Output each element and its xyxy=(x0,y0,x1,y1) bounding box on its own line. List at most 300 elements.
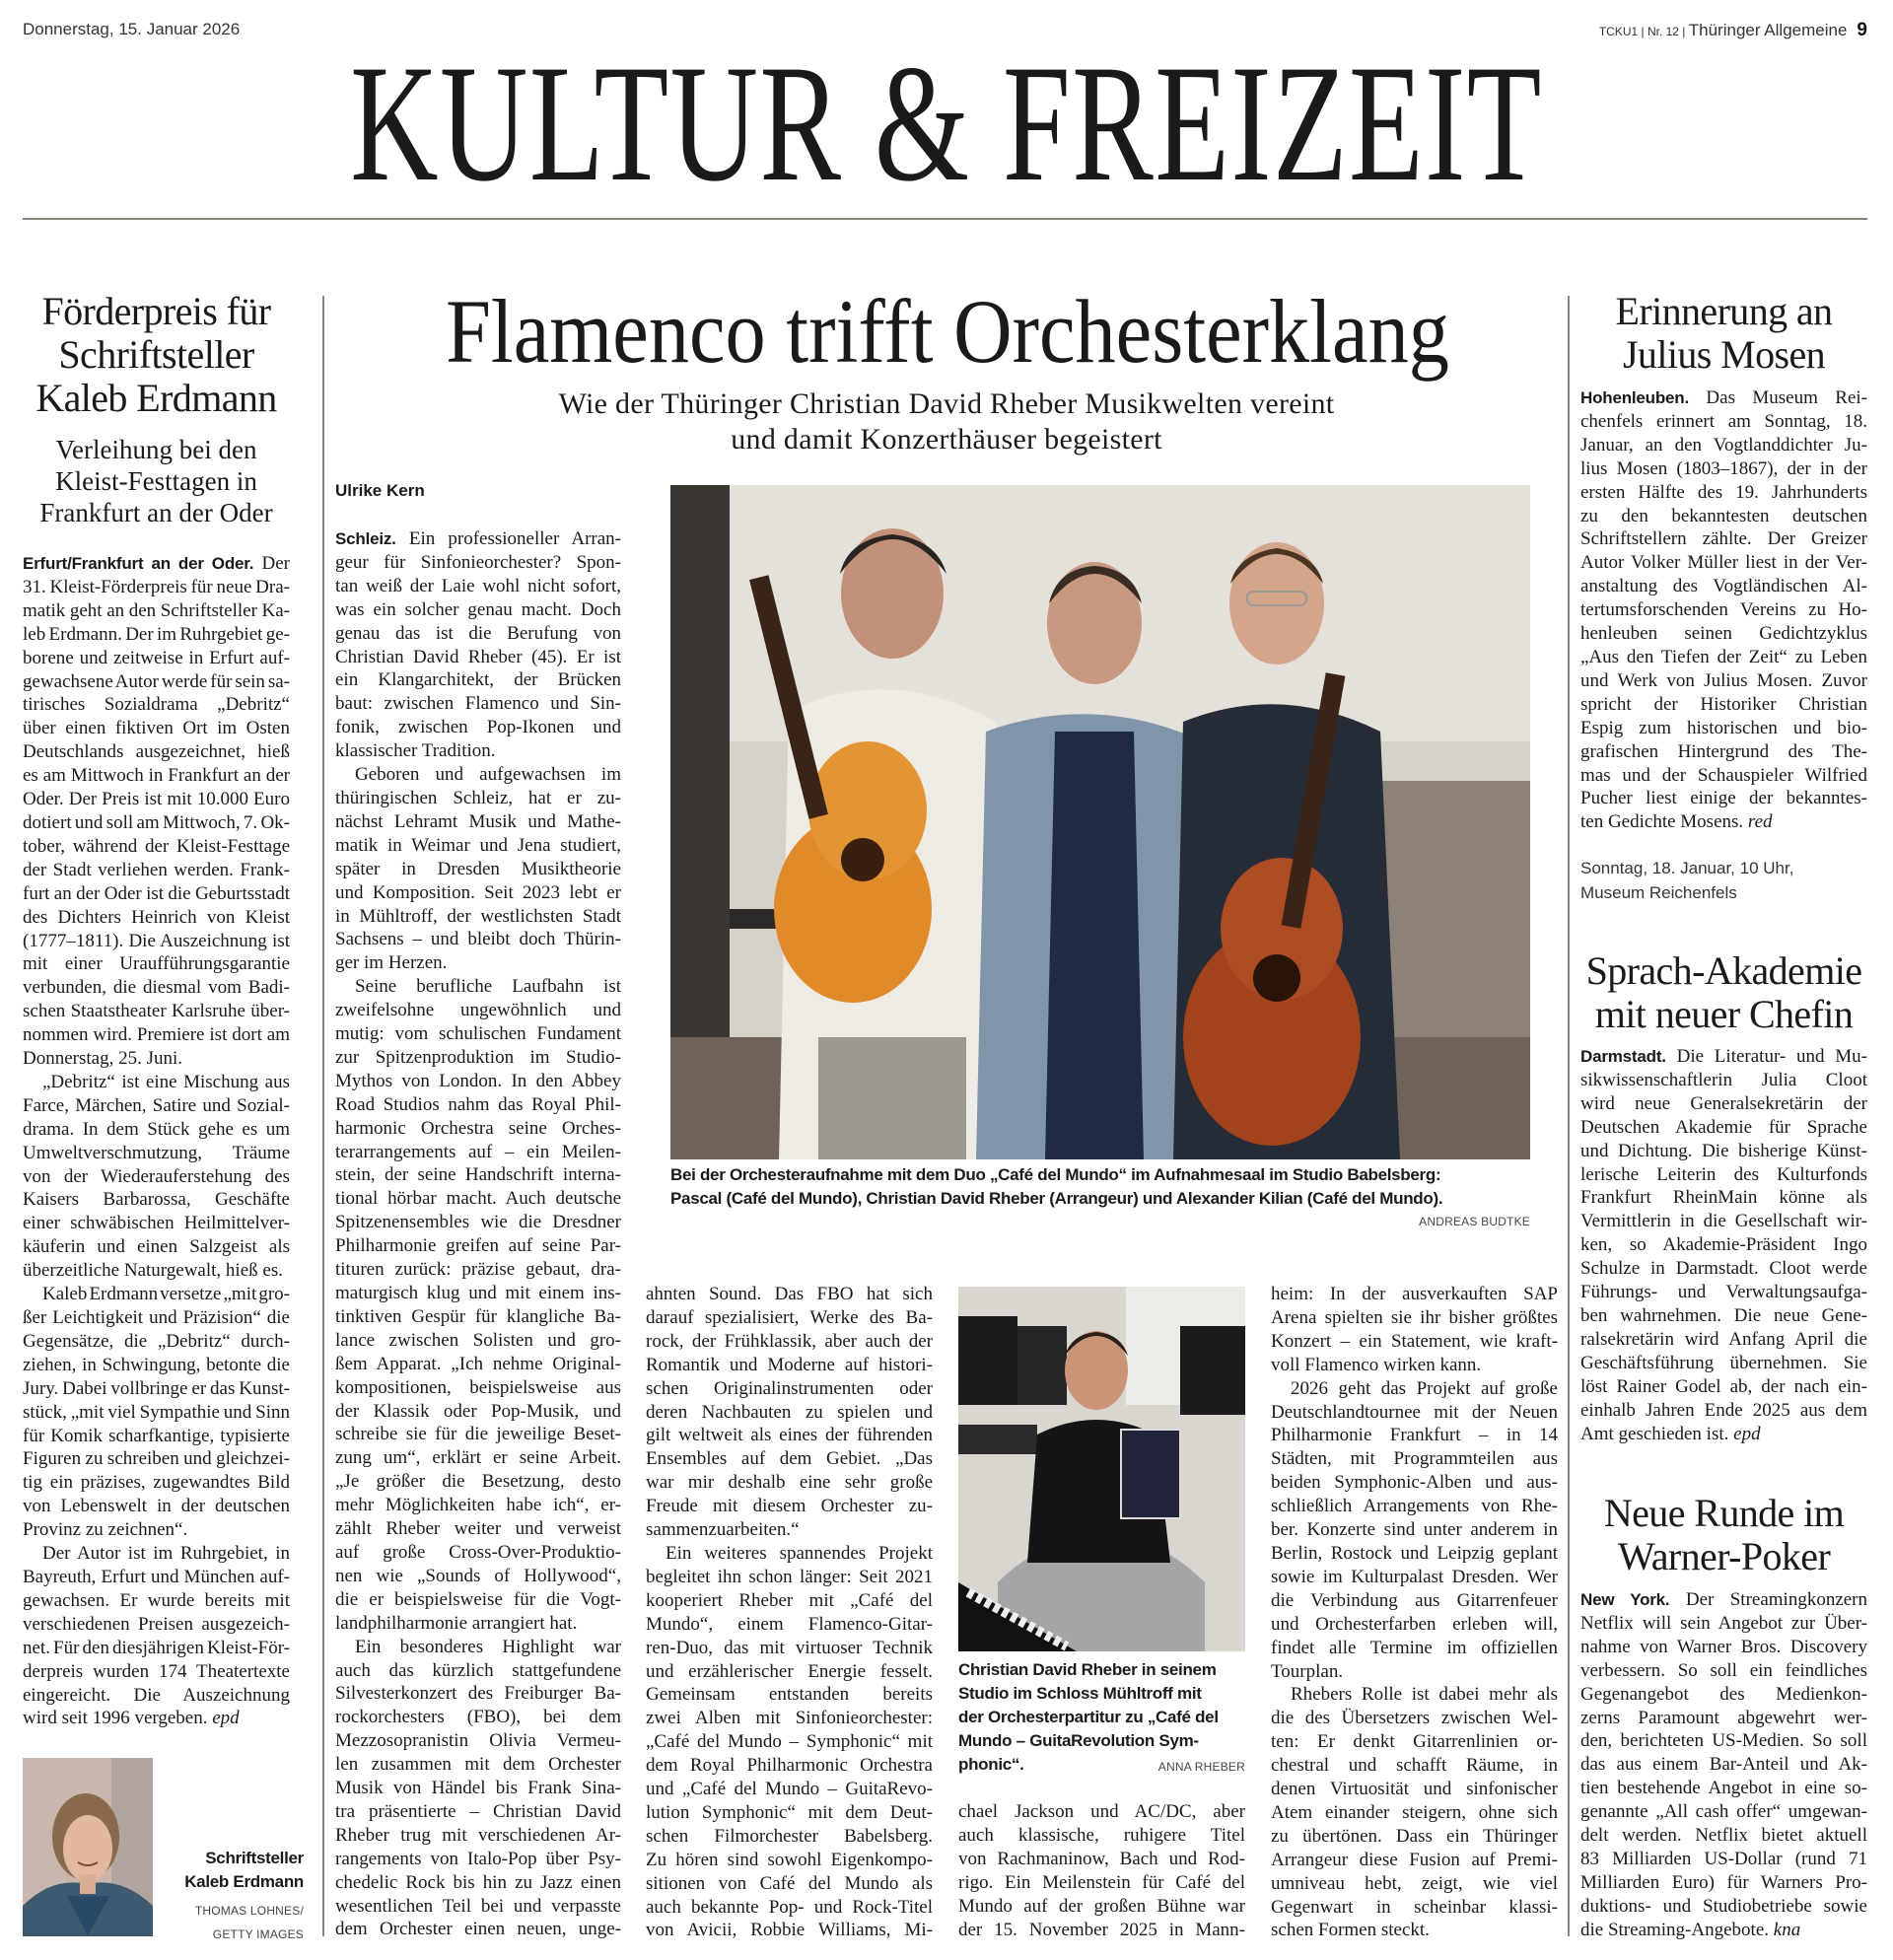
edition-code: TCKU1 xyxy=(1598,25,1639,38)
text-line xyxy=(1580,1233,1867,1257)
text-line-content: Die Literatur- und Mu- xyxy=(1676,1046,1867,1067)
text-line xyxy=(335,1588,621,1612)
text-line xyxy=(1580,1753,1867,1777)
text-line-content: Amt geschieden ist. xyxy=(1580,1423,1729,1444)
text-line xyxy=(1271,1825,1558,1849)
text-line-content: Januar, an den Vogtlanddichter Ju- xyxy=(1580,434,1867,455)
text-line xyxy=(335,1400,621,1424)
text-line xyxy=(646,1589,933,1613)
text-line xyxy=(1271,1495,1558,1518)
text-line-content: schließlich Arrangements von Rhe- xyxy=(1271,1496,1558,1517)
text-line-content: rigo. Ein Meilenstein für Café del xyxy=(958,1871,1245,1893)
right-article-1-headline xyxy=(1580,290,1867,377)
right-article-2-headline xyxy=(1580,949,1867,1036)
text-line-content: zung um“, erklärt er seine Arbeit. xyxy=(335,1447,621,1469)
text-line xyxy=(23,670,290,694)
text-line xyxy=(23,1495,290,1518)
text-line xyxy=(335,951,621,975)
text-line-content: „Aus den Tiefen der Zeit“ zu Leben xyxy=(1580,646,1867,667)
text-line-content: sowie im Kulturpalast Dresden. Wer xyxy=(1271,1566,1558,1587)
text-line-content: maturgisch klug und mit einem ins- xyxy=(335,1283,621,1303)
text-line-content: stück, „mit viel Sympathie und Sinn xyxy=(23,1401,290,1423)
text-line-content: thüringischen Schleiz, hat er zu- xyxy=(335,787,621,808)
main-article-column-1 xyxy=(335,527,621,1941)
text-line-content: henleuben seinen Gedichtzyklus xyxy=(1580,623,1867,645)
text-line-content: harmonic Orchestra seine Orches- xyxy=(335,1117,621,1139)
text-line-content: von Avicii, Robbie Williams, Mi- xyxy=(646,1920,933,1941)
text-line-content: ziehen, in Schwingung, betonte die xyxy=(23,1354,290,1375)
text-line-content: Der Streamingkonzern xyxy=(1685,1589,1868,1610)
text-line xyxy=(646,1495,933,1518)
text-line-content: ßer Leichtigkeit und Präzision“ die xyxy=(23,1307,290,1328)
text-line-content: gewachsen. Er wurde bereits mit xyxy=(23,1589,290,1611)
text-line xyxy=(646,1447,933,1471)
text-line xyxy=(958,1871,1245,1895)
text-line-content: tober, während der Kleist-Festtage xyxy=(23,835,290,857)
text-line xyxy=(23,1306,290,1330)
text-line-content: Der Autor ist im Ruhrgebiet, in xyxy=(42,1543,290,1565)
caption-line: Schriftsteller xyxy=(205,1849,304,1867)
text-line-content: der 15. November 2025 in Mann- xyxy=(958,1919,1245,1940)
text-line-content: ger im Herzen. xyxy=(335,952,448,974)
text-line-content: deren Nachbauten zu spielen und xyxy=(646,1401,933,1423)
text-line xyxy=(335,1800,621,1824)
text-line-content: mutig: vom schulischen Fundament xyxy=(335,1023,621,1045)
text-line-content: Ein weiteres spannendes Projekt xyxy=(666,1542,933,1564)
text-line-content: „Debritz“ ist eine Mischung aus xyxy=(42,1071,290,1092)
text-line xyxy=(1271,1401,1558,1425)
text-line-content: Führungs- und Verwaltungsaufga- xyxy=(1580,1282,1867,1303)
dateline: Darmstadt. xyxy=(1580,1047,1666,1066)
left-article-subheadline xyxy=(23,434,290,528)
text-line xyxy=(23,1330,290,1354)
text-line-content: Umweltverschmutzung, Träume xyxy=(23,1142,290,1163)
text-line xyxy=(335,1494,621,1517)
text-line-content: Geschäftsführung übernehmen. Sie xyxy=(1580,1352,1867,1373)
text-line-content: chael Jackson und AC/DC, aber xyxy=(958,1801,1245,1822)
text-line xyxy=(1580,1140,1867,1163)
text-line-content: Christian David Rheber (45). Er ist xyxy=(335,646,621,667)
orchestra-recording-photo xyxy=(670,485,1530,1159)
text-line-content: wird seit 1996 vergeben. xyxy=(23,1708,208,1729)
text-line xyxy=(23,740,290,764)
text-line xyxy=(1580,1636,1867,1659)
text-line xyxy=(958,1824,1245,1848)
text-line-content: verschiedenen Preisen ausgezeich- xyxy=(23,1613,290,1635)
text-line-content: schen Originalinstrumenten oder xyxy=(646,1377,933,1399)
text-line-content: zweifelsohne ungewöhnlich und xyxy=(335,1000,621,1021)
text-line-content: in Mühltroff, der westlichsten Stadt xyxy=(335,905,621,927)
text-line xyxy=(1580,1800,1867,1824)
text-line xyxy=(1580,1304,1867,1328)
text-line xyxy=(646,1518,933,1542)
text-line-content: zerns Paramount abgewehrt wer- xyxy=(1580,1707,1867,1728)
text-line-content: tien bestehende Angebot in eine so- xyxy=(1580,1778,1867,1799)
text-line-content: derpreis wurden 174 Theatertexte xyxy=(23,1660,290,1682)
text-line-content: Gegensätze, die „Debritz“ durch- xyxy=(23,1330,290,1352)
text-line-content: Philharmonie greifen auf seine Par- xyxy=(335,1235,621,1257)
text-line xyxy=(1580,1919,1867,1942)
text-line-content: ersten Hälfte des 19. Jahrhunderts xyxy=(1580,481,1867,503)
text-line-content: Frankfurt RheinMain könne als xyxy=(1580,1187,1867,1209)
text-line-content: chedelic Rock bis hin zu Jazz einen xyxy=(335,1871,621,1893)
text-line xyxy=(335,1070,621,1093)
text-line xyxy=(335,1824,621,1848)
text-line-content: chestral und schafft Räume, in xyxy=(1271,1755,1558,1777)
text-line xyxy=(646,1872,933,1896)
text-line-content: zu übertönen. Dass ein Thüringer xyxy=(1271,1825,1558,1847)
text-line xyxy=(335,716,621,739)
text-line-content: len zusammen mit dem Orchester xyxy=(335,1754,621,1776)
text-line xyxy=(1580,434,1867,457)
text-line xyxy=(1580,1707,1867,1730)
text-line xyxy=(646,1283,933,1306)
text-line xyxy=(1580,1399,1867,1423)
headline-line: Sprach-Akademie xyxy=(1585,948,1862,993)
text-line xyxy=(335,622,621,646)
text-line xyxy=(335,1353,621,1376)
text-line xyxy=(646,1730,933,1754)
subheadline-line: und damit Konzerthäuser begeistert xyxy=(731,423,1162,455)
text-line-content: fonik, zwischen Pop-Ikonen und xyxy=(335,717,621,738)
text-line-content: später in Dresden Musiktheorie xyxy=(335,858,621,879)
text-line-content: Tourplan. xyxy=(1271,1660,1344,1682)
author-portrait-photo xyxy=(23,1758,153,1936)
text-line-content: was ein solcher genau macht. Doch xyxy=(335,598,621,620)
text-line xyxy=(335,527,621,551)
main-subheadline xyxy=(493,386,1400,457)
text-line xyxy=(335,810,621,834)
text-line-content: grafischen Hintergrund des The- xyxy=(1580,740,1867,762)
text-line xyxy=(1580,1045,1867,1069)
text-line-content: und Orchesterfarben erleben will, xyxy=(1271,1613,1558,1635)
text-line xyxy=(1580,646,1867,669)
text-line xyxy=(335,1895,621,1919)
text-line xyxy=(335,1729,621,1753)
text-line-content: sammenzuarbeiten.“ xyxy=(646,1519,800,1541)
text-line-content: voll Flamenco wirken kann. xyxy=(1271,1354,1482,1375)
main-article-column-2 xyxy=(646,1283,933,1942)
text-line xyxy=(1580,1328,1867,1352)
caption-line: Bei der Orchesteraufnahme mit dem Duo „Café del Mundo“ im Aufnahmesaal im Studio Babelsberg: xyxy=(670,1165,1441,1184)
info-line: Museum Reichenfels xyxy=(1580,883,1737,902)
text-line xyxy=(23,717,290,740)
text-line-content: käuferin und einen Salzgeist als xyxy=(23,1236,290,1258)
author-byline: Ulrike Kern xyxy=(335,481,425,500)
text-line xyxy=(335,1141,621,1164)
text-line xyxy=(335,1565,621,1588)
text-line xyxy=(335,905,621,929)
text-line-content: beiden Symphonic-Alben und aus- xyxy=(1271,1472,1558,1494)
text-line-content: Zu hören sind sowohl Eigenkompo- xyxy=(646,1849,933,1870)
caption-line: Pascal (Café del Mundo), Christian David Rheber (Arrangeur) und Alexander Kilian (Café del Mundo). xyxy=(670,1189,1443,1208)
text-line xyxy=(23,1118,290,1142)
text-line-content: Musik von Händel bis Frank Sina- xyxy=(335,1778,621,1799)
text-line-content: Vermittlerin in die Gesellschaft wir- xyxy=(1580,1211,1867,1232)
text-line xyxy=(1271,1542,1558,1566)
text-line-content: sitionen von Café del Mundo als xyxy=(646,1872,933,1894)
text-line-content: einhalb Jahren Ende 2025 aus dem xyxy=(1580,1399,1867,1421)
text-line xyxy=(1271,1919,1558,1942)
text-line-content: Berlin, Rostock und Leipzig geplant xyxy=(1271,1542,1558,1564)
text-line-content: net. Für den diesjährigen Kleist-För- xyxy=(23,1637,290,1658)
text-line xyxy=(335,834,621,858)
text-line-content: das aus einem Bar-Anteil und Ak- xyxy=(1580,1754,1867,1776)
right-article-1-body xyxy=(1580,386,1867,834)
signature: epd xyxy=(212,1708,240,1729)
text-line xyxy=(1580,457,1867,481)
text-line xyxy=(335,1258,621,1282)
text-line xyxy=(23,1401,290,1425)
text-line-content: Ein professioneller Arran- xyxy=(408,528,621,549)
text-line xyxy=(1580,386,1867,410)
main-headline: Flamenco trifft Orchesterklang xyxy=(446,281,1449,382)
text-line-content: rockorchesters (FBO), bei dem xyxy=(335,1707,621,1728)
text-line xyxy=(23,1000,290,1023)
text-line xyxy=(1580,1092,1867,1116)
text-line xyxy=(23,788,290,811)
text-line xyxy=(1580,1659,1867,1683)
text-line xyxy=(23,1684,290,1708)
text-line xyxy=(1580,481,1867,505)
headline-line: Erinnerung an xyxy=(1615,289,1833,333)
subheadline-line: Kleist-Festtagen in xyxy=(55,466,257,496)
text-line-content: sikwissenschaftlerin Julia Cloot xyxy=(1580,1069,1867,1090)
column-divider xyxy=(1568,296,1570,1936)
caption-line: phonic“. xyxy=(958,1755,1024,1774)
dateline: Schleiz. xyxy=(335,529,396,548)
text-line xyxy=(1580,1375,1867,1399)
text-line-content: ben wahrnehmen. Die neue Gene- xyxy=(1580,1304,1867,1326)
text-line xyxy=(23,1259,290,1283)
text-line-content: dem Royal Philharmonic Orchestra xyxy=(646,1755,933,1777)
text-line xyxy=(23,1660,290,1684)
text-line-content: wesentlichen Teil bei und verpasste xyxy=(335,1895,621,1917)
text-line-content: Deutschlands ausgezeichnet, hieß xyxy=(23,741,290,763)
text-line xyxy=(1580,1848,1867,1871)
text-line-content: Spitzenensembles wie die Dresdner xyxy=(335,1212,621,1233)
text-line-content: den, berichteten US-Medien. So soll xyxy=(1580,1730,1867,1752)
text-line-content: Autor Volker Müller liest in der Ver- xyxy=(1580,552,1867,574)
signature: epd xyxy=(1733,1423,1761,1444)
signature: kna xyxy=(1773,1919,1801,1940)
text-line xyxy=(23,882,290,906)
text-line xyxy=(1271,1589,1558,1613)
text-line-content: dotiert und soll am Mittwoch, 7. Ok- xyxy=(23,811,290,833)
text-line-content: nen wie „Sounds of Hollywood“, xyxy=(335,1565,621,1586)
text-line xyxy=(335,858,621,881)
subheadline-line: Frankfurt an der Oder xyxy=(39,498,273,527)
text-line xyxy=(1580,410,1867,434)
text-line xyxy=(1580,764,1867,788)
text-line-content: Schriftstellern zählte. Der Greizer xyxy=(1580,528,1867,550)
text-line xyxy=(1580,1116,1867,1140)
text-line-content: zählt Rheber weiter und verweist xyxy=(335,1518,621,1540)
text-line-content: zur Spitzenproduktion im Studio- xyxy=(335,1046,621,1068)
text-line-content: Der xyxy=(261,553,291,574)
text-line xyxy=(23,1447,290,1471)
main-article-column-3 xyxy=(958,1800,1245,1941)
text-line-content: zwei Alben mit Sinfonieorchester: xyxy=(646,1708,933,1729)
text-line-content: nahme von Warner Bros. Discovery xyxy=(1580,1636,1867,1657)
text-line-content: tertumsforschenden Vereins zu Ho- xyxy=(1580,599,1867,621)
text-line-content: Provinz zu zeichnen“. xyxy=(23,1519,188,1541)
text-line xyxy=(23,811,290,835)
text-line xyxy=(23,1094,290,1118)
text-line xyxy=(335,1282,621,1305)
info-line: Sonntag, 18. Januar, 10 Uhr, xyxy=(1580,859,1794,877)
text-line-content: umniveau hebt, zeigt, wie viel xyxy=(1271,1872,1558,1894)
text-line-content: Gegenangebot des Medienkon- xyxy=(1580,1683,1867,1705)
text-line xyxy=(1580,1683,1867,1707)
text-line xyxy=(335,1187,621,1211)
text-line xyxy=(646,1660,933,1684)
text-line xyxy=(23,693,290,717)
portrait-credit xyxy=(158,1899,304,1946)
text-line-content: die des Übersetzers zwischen Wel- xyxy=(1271,1708,1558,1729)
text-line xyxy=(646,1778,933,1801)
text-line xyxy=(335,1871,621,1895)
text-line-content: Farce, Märchen, Satire und Sozial- xyxy=(23,1094,290,1116)
text-line-content: Arena spielten sie ihr bisher größtes xyxy=(1271,1306,1558,1328)
text-line xyxy=(335,1517,621,1541)
text-line-content: schen Staatstheater Karlsruhe über- xyxy=(23,1001,290,1022)
text-line xyxy=(23,1518,290,1542)
text-line-content: ber. Konzerte sind unter anderem in xyxy=(1271,1519,1558,1541)
left-article-body xyxy=(23,552,290,1730)
text-line xyxy=(1271,1306,1558,1330)
text-line xyxy=(335,1117,621,1141)
text-line-content: mas und der Schauspieler Wilfried xyxy=(1580,764,1867,786)
masthead-info: TCKU1 | Nr. 12 | Thüringer Allgemeine 9 xyxy=(1598,20,1867,40)
text-line-content: Pucher liest einige der bekanntes- xyxy=(1580,788,1867,809)
text-line-content: und erzählerischer Energie fesselt. xyxy=(646,1660,933,1682)
text-line-content: eingereicht. Die Auszeichnung xyxy=(23,1684,290,1706)
text-line xyxy=(1271,1707,1558,1730)
text-line xyxy=(646,1377,933,1401)
dateline: Hohenleuben. xyxy=(1580,388,1689,407)
text-line-content: Seine berufliche Laufbahn ist xyxy=(355,976,621,998)
text-line-content: schreibe sie für die jeweilige Beset- xyxy=(335,1424,621,1445)
text-line-content: löst Rainer Godel ab, der nach ein- xyxy=(1580,1375,1867,1397)
text-line xyxy=(23,1235,290,1259)
column-divider xyxy=(322,296,324,1936)
text-line-content: Freude mit diesem Orchester zu- xyxy=(646,1496,933,1517)
text-line xyxy=(23,1047,290,1071)
text-line-content: matik geht an den Schriftsteller Ka- xyxy=(23,599,290,621)
text-line xyxy=(23,1023,290,1047)
text-line xyxy=(1580,1895,1867,1919)
text-line-content: ßem Apparat. „Ich nehme Original- xyxy=(335,1353,621,1374)
text-line xyxy=(23,1283,290,1306)
text-line-content: stein, der seine Handschrift interna- xyxy=(335,1164,621,1186)
text-line xyxy=(646,1683,933,1707)
text-line xyxy=(1580,1824,1867,1848)
text-line-content: heim: In der ausverkauften SAP xyxy=(1271,1284,1558,1304)
text-line xyxy=(646,1424,933,1447)
section-title: KULTUR & FREIZEIT xyxy=(350,31,1543,216)
text-line xyxy=(1271,1613,1558,1637)
newspaper-name: Thüringer Allgemeine xyxy=(1688,21,1848,39)
text-line xyxy=(23,1142,290,1165)
text-line-content: Gemeinsam entstanden bereits xyxy=(646,1684,933,1706)
text-line-content: dem Orchester einen neuen, unge- xyxy=(335,1919,621,1940)
text-line-content: und „Café del Mundo – GuitaRevo- xyxy=(646,1779,933,1800)
text-line-content: genau das ist die Berufung von xyxy=(335,622,621,644)
text-line-content: gewachsene Autor werde für sein sa- xyxy=(23,670,290,692)
text-line xyxy=(1580,1423,1867,1446)
text-line xyxy=(23,1188,290,1212)
text-line-content: von der Wiederauferstehung des xyxy=(23,1165,290,1187)
text-line xyxy=(335,1612,621,1636)
text-line-content: ren-Duo, das mit virtuoser Technik xyxy=(646,1637,933,1658)
text-line xyxy=(1271,1730,1558,1754)
text-line xyxy=(335,1706,621,1729)
text-line-content: matik in Weimar und Jena studiert, xyxy=(335,834,621,856)
text-line-content: 31. Kleist-Förderpreis für neue Dra- xyxy=(23,576,290,597)
text-line-content: Sachsens – und bleibt doch Thürin- xyxy=(335,929,621,950)
text-line xyxy=(646,1306,933,1330)
portrait-caption xyxy=(158,1847,304,1894)
text-line-content: terarrangements auf – ein Meilen- xyxy=(335,1141,621,1162)
text-line-content: lius Mosen (1803–1867), der in der xyxy=(1580,457,1867,479)
text-line xyxy=(23,930,290,953)
text-line xyxy=(958,1800,1245,1824)
text-line xyxy=(1580,810,1867,834)
text-line-content: der Stadt verliehen werden. Frank- xyxy=(23,859,290,880)
caption-line: Mundo – GuitaRevolution Sym- xyxy=(958,1731,1199,1750)
text-line-content: drama. In dem Stück gehe es um xyxy=(23,1118,290,1140)
text-line-content: Mythos von London. In den Abbey xyxy=(335,1070,621,1091)
text-line xyxy=(1271,1424,1558,1447)
text-line xyxy=(23,1425,290,1448)
text-line-content: und Dichtung. Die bisherige Künst- xyxy=(1580,1140,1867,1161)
text-line xyxy=(335,928,621,951)
main-headline-box xyxy=(446,281,1449,382)
text-line-content: war mir deshalb eine sehr große xyxy=(646,1472,933,1494)
text-line-content: 83 Milliarden US-Dollar (rund 71 xyxy=(1580,1848,1867,1869)
text-line-content: anstaltung des Vogtländischen Al- xyxy=(1580,576,1867,597)
text-line xyxy=(23,1707,290,1730)
text-line-content: denen Virtuosität und sinfonischer xyxy=(1271,1779,1558,1800)
text-line xyxy=(1580,622,1867,646)
text-line xyxy=(335,1329,621,1353)
text-line-content: Deutschlandtournee mit der Neuen xyxy=(1271,1401,1558,1423)
text-line xyxy=(335,1470,621,1494)
text-line-content: Konzert – ein Statement, wie kraft- xyxy=(1271,1330,1558,1352)
text-line-content: nommen wird. Premiere ist dort am xyxy=(23,1024,290,1046)
text-line xyxy=(1271,1518,1558,1542)
text-line-content: Gegenwart in scheinbar klassi- xyxy=(1271,1896,1558,1918)
text-line-content: leb Erdmann. Der im Ruhrgebiet ge- xyxy=(23,623,290,645)
right-article-3-headline xyxy=(1580,1492,1867,1578)
text-line-content: Netflix will sein Angebot zur Über- xyxy=(1580,1612,1867,1634)
text-line xyxy=(335,1918,621,1941)
caption-line: der Orchesterpartitur zu „Café del xyxy=(958,1708,1219,1726)
text-line xyxy=(335,1777,621,1800)
text-line xyxy=(23,1377,290,1401)
page-number: 9 xyxy=(1857,20,1867,40)
text-line-content: des Dichters Heinrich von Kleist xyxy=(23,906,290,928)
text-line xyxy=(1580,669,1867,693)
text-line-content: tra präsentierte – Christian David xyxy=(335,1800,621,1822)
text-line-content: auch bekannte Pop- und Rock-Titel xyxy=(646,1896,933,1918)
text-line xyxy=(1580,1210,1867,1233)
credit-line: GETTY IMAGES xyxy=(212,1927,304,1941)
text-line-content: Road Studios nahm das Royal Phil- xyxy=(335,1093,621,1115)
text-line-content: Bayreuth, Erfurt und München auf- xyxy=(23,1566,290,1587)
text-line-content: von Lebenswelt in der deutschen xyxy=(23,1496,290,1517)
